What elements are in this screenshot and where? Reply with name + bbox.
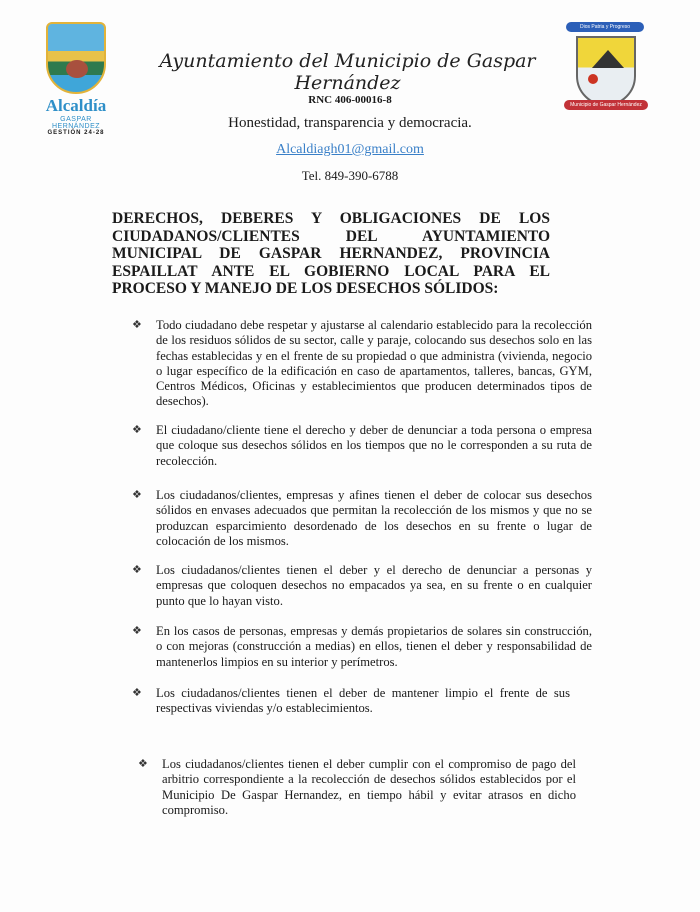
title-line: CIUDADANOS/CLIENTES DEL AYUNTAMIENTO: [112, 227, 550, 245]
diamond-bullet-icon: ❖: [132, 319, 142, 331]
diamond-bullet-icon: ❖: [138, 758, 148, 770]
diamond-bullet-icon: ❖: [132, 424, 142, 436]
crest-top-ribbon: Dios Patria y Progreso: [566, 22, 644, 32]
email-link[interactable]: Alcaldiagh01@gmail.com: [276, 142, 424, 157]
rnc-number: RNC 406-00016-8: [308, 94, 392, 106]
list-item: [130, 318, 592, 410]
list-item: [130, 488, 592, 549]
title-line: PROCESO Y MANEJO DE LOS DESECHOS SÓLIDOS:: [112, 280, 499, 297]
list-item: [130, 686, 570, 717]
diamond-bullet-icon: ❖: [132, 564, 142, 576]
logo-term: GESTIÓN 24-28: [47, 130, 105, 136]
item-text: Los ciudadanos/clientes tienen el deber cumplir con el compromiso de pago del arbitrio correspondiente a la recolección de desechos sólidos establecidos por el Municipio De Gaspar Hernandez, en tiempo hábil y evitar atrasos en dicho compromiso.: [162, 757, 576, 817]
diamond-bullet-icon: ❖: [132, 687, 142, 699]
municipal-crest: [560, 22, 652, 122]
item-text: Los ciudadanos/clientes tienen el deber de mantener limpio el frente de sus respectivas viviendas y/o establecimientos.: [156, 686, 570, 716]
shield-emblem-icon: [46, 22, 106, 94]
item-text: Los ciudadanos/clientes, empresas y afines tienen el deber de colocar sus desechos sólidos en envases adecuados que permitan la recolección de los mismos y que no se produzcan esparcimiento desordenado de los desechos en su frente o lugar de colocación de los mismos.: [156, 488, 592, 548]
title-line: DERECHOS, DEBERES Y OBLIGACIONES DE LOS: [112, 210, 550, 227]
list-item: [130, 624, 592, 670]
item-text: Todo ciudadano debe respetar y ajustarse al calendario establecido para la recolección de los residuos sólidos de su sector, calle y paraje, colocando sus desechos solo en las fechas establecidas y en el frente de su propiedad o que administra (vivienda, negocio o lugar específico de la edificación en caso de apartamentos, talleres, bancas, GYM, Centros Médicos, Oficinas y establecimientos que producen determinados tipos de desechos).: [156, 318, 592, 409]
list-item: [130, 563, 592, 609]
crest-shield-icon: [576, 36, 636, 106]
title-line: MUNICIPAL DE GASPAR HERNANDEZ, PROVINCIA: [112, 245, 550, 262]
item-text: El ciudadano/cliente tiene el derecho y deber de denunciar a toda persona o empresa que coloque sus desechos sólidos en los tiempos que no le corresponden a su ruta de recolección.: [156, 423, 592, 468]
diamond-bullet-icon: ❖: [132, 625, 142, 637]
list-item: [136, 757, 576, 818]
diamond-bullet-icon: ❖: [132, 489, 142, 501]
item-text: En los casos de personas, empresas y demás propietarios de solares sin construcción, o con mejoras (construcción a medias) en ellos, tienen el deber y responsabilidad de mantenerlos limpios en su interior y perímetros.: [156, 624, 592, 669]
letterhead-title: Ayuntamiento del Municipio de Gaspar Hernández: [159, 50, 536, 94]
document-title: [112, 210, 550, 298]
motto: Honestidad, transparencia y democracia.: [228, 115, 472, 131]
list-item: [130, 423, 592, 469]
item-text: Los ciudadanos/clientes tienen el deber y el derecho de denunciar a personas y empresas que coloquen desechos no empacados ya sea, en su frente o en cualquier punto que lo hayan visto.: [156, 563, 592, 608]
logo-title: Alcaldía: [45, 96, 107, 115]
logo-subtitle: GASPAR HERNÁNDEZ: [51, 116, 101, 130]
alcaldia-logo: [38, 22, 114, 136]
title-line: ESPAILLAT ANTE EL GOBIERNO LOCAL PARA EL: [112, 262, 550, 280]
phone-number: Tel. 849-390-6788: [301, 168, 399, 183]
crest-bottom-ribbon: Municipio de Gaspar Hernández: [564, 100, 648, 110]
